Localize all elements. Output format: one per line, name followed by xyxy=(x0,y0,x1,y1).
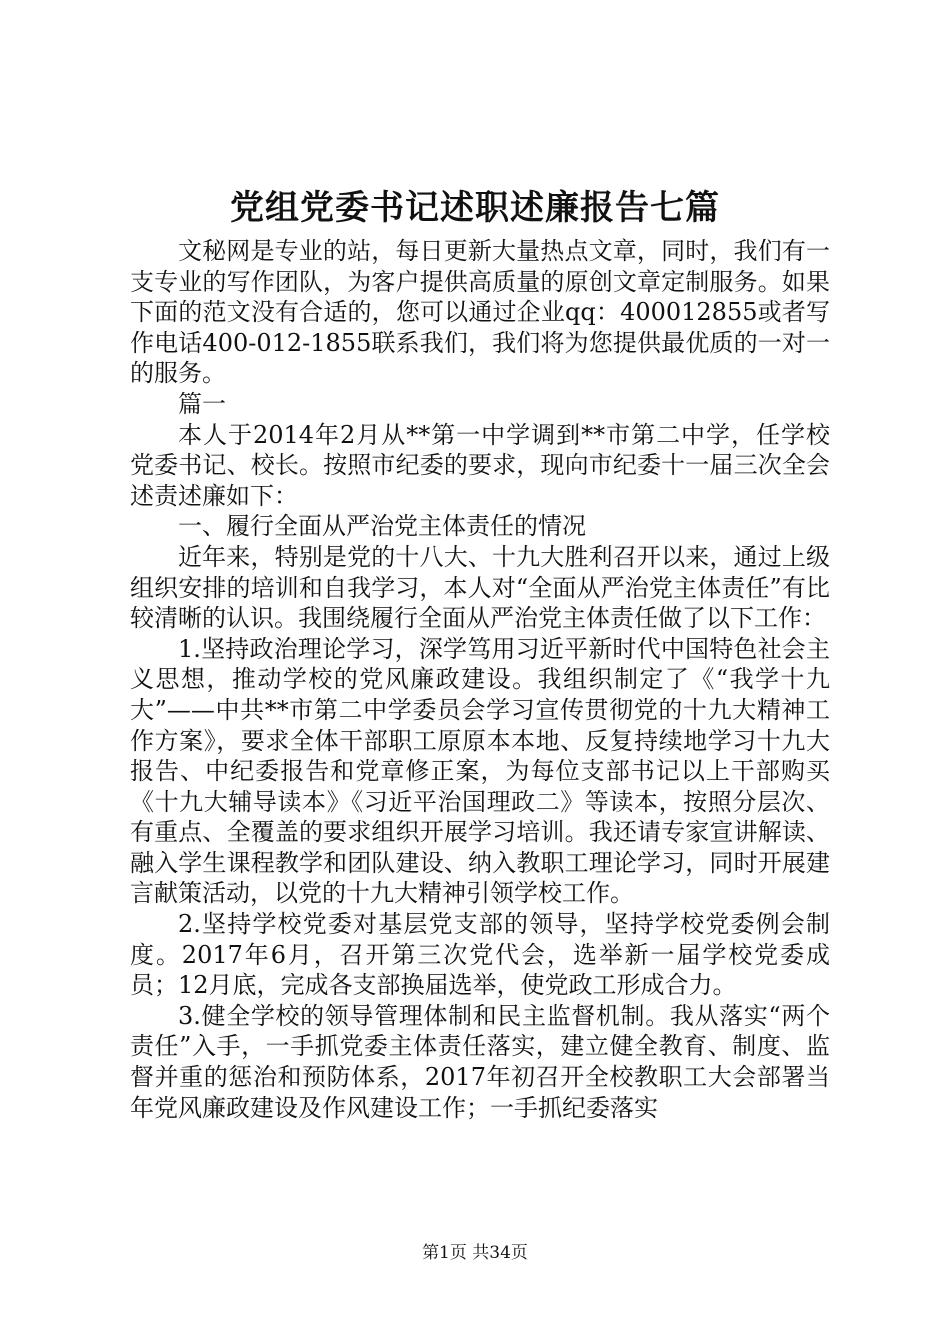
section-heading: 一、履行全面从严治党主体责任的情况 xyxy=(178,512,586,541)
paragraph-intro: 文秘网是专业的站，每日更新大量热点文章，同时，我们有一支专业的写作团队，为客户提供高质量的原创文章定制服务。如果下面的范文没有合适的，您可以通过企业qq：400012855或者写作电话400-012-1855联系我们，我们将为您提供最优质的一对一的服务。 xyxy=(130,237,830,388)
paragraph-section-label: 篇一 xyxy=(178,389,226,418)
paragraph-opening: 本人于2014年2月从**第一中学调到**市第二中学，任学校党委书记、校长。按照市纪委的要求，现向市纪委十一届三次全会述责述廉如下： xyxy=(130,420,830,510)
paragraph-item-1: 1.坚持政治理论学习，深学笃用习近平新时代中国特色社会主义思想，推动学校的党风廉政建设。我组织制定了《“我学十九大”——中共**市第二中学委员会学习宣传贯彻党的十九大精神工作方案》，要求全体干部职工原原本本地、反复持续地学习十九大报告、中纪委报告和党章修正案，为每位支部书记以上干部购买《十九大辅导读本》《习近平治国理政二》等读本，按照分层次、有重点、全覆盖的要求组织开展学习培训。我还请专家宣讲解读、融入学生课程教学和团队建设、纳入教职工理论学习，同时开展建言献策活动，以党的十九大精神引领学校工作。 xyxy=(130,634,830,908)
document-body xyxy=(130,236,830,1123)
paragraph-item-2: 2.坚持学校党委对基层党支部的领导，坚持学校党委例会制度。2017年6月，召开第三次党代会，选举新一届学校党委成员；12月底，完成各支部换届选举，使党政工形成合力。 xyxy=(130,910,830,1000)
document-title: 党组党委书记述职述廉报告七篇 xyxy=(230,188,720,228)
paragraph-overview: 近年来，特别是党的十八大、十九大胜利召开以来，通过上级组织安排的培训和自我学习，本人对“全面从严治党主体责任”有比较清晰的认识。我围绕履行全面从严治党主体责任做了以下工作： xyxy=(130,542,830,633)
paragraph-item-3: 3.健全学校的领导管理体制和民主监督机制。我从落实“两个责任”入手，一手抓党委主体责任落实，建立健全教育、制度、监督并重的惩治和预防体系，2017年初召开全校教职工大会部署当年党风廉政建设及作风建设工作；一手抓纪委落实 xyxy=(130,1001,830,1122)
page-footer: 第1页 共34页 xyxy=(422,1243,528,1263)
